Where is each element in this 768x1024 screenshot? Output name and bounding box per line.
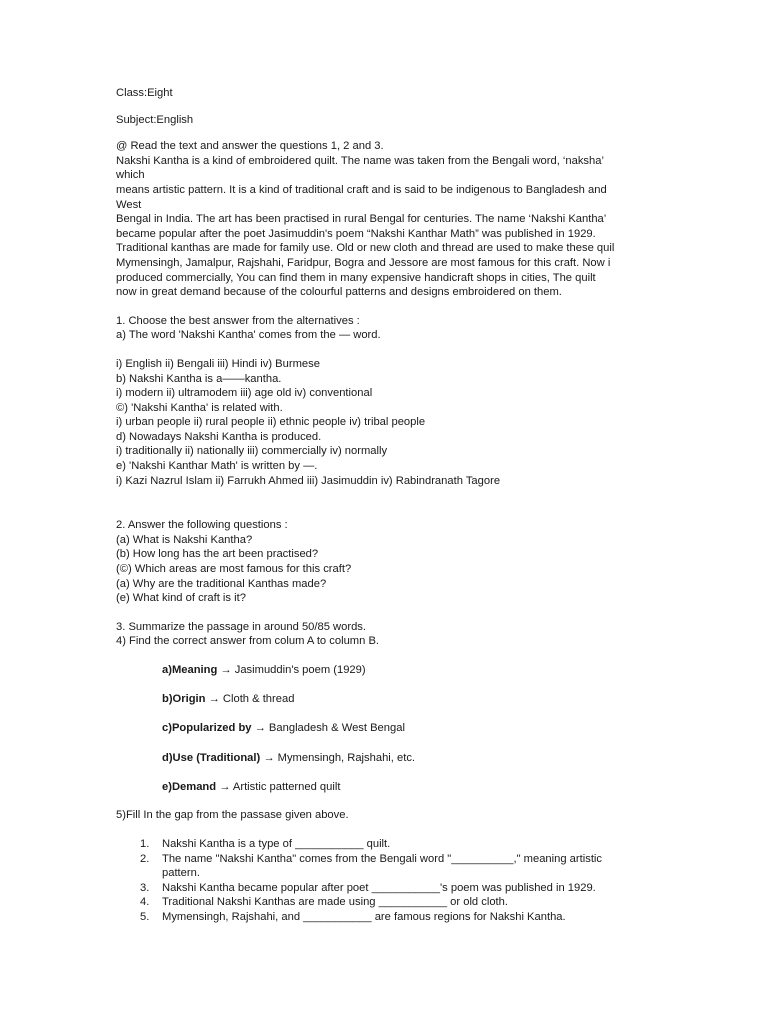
item-text: Mymensingh, Rajshahi, and ___________ are famous regions for Nakshi Kantha. — [162, 910, 566, 923]
match-item — [162, 663, 756, 678]
match-item — [162, 721, 756, 736]
q1-line: ©) 'Nakshi Kantha' is related with. — [116, 401, 283, 414]
fill-gap-item — [116, 895, 632, 910]
passage — [116, 139, 756, 300]
q2-heading: 2. Answer the following questions : — [116, 519, 288, 532]
match-key: d)Use (Traditional) — [162, 751, 261, 764]
match-value: → Artistic patterned quilt — [216, 780, 341, 793]
item-number: 3. — [140, 881, 150, 894]
item-number: 1. — [140, 837, 150, 850]
q3-heading: 3. Summarize the passage in around 50/85 words. — [116, 620, 366, 633]
passage-line: Bengal in India. The art has been practised in rural Bengal for centuries. The name ‘Nakshi Kantha’ — [116, 213, 607, 226]
q1-line: i) Kazi Nazrul Islam ii) Farrukh Ahmed iii) Jasimuddin iv) Rabindranath Tagore — [116, 474, 501, 487]
q2-line: (a) What is Nakshi Kantha? — [116, 533, 253, 546]
item-number: 2. — [140, 852, 150, 865]
q2-line: (b) How long has the art been practised? — [116, 548, 319, 561]
match-value: → Bangladesh & West Bengal — [251, 722, 405, 735]
question-5 — [116, 808, 756, 924]
q1-line: i) traditionally ii) nationally iii) commercially iv) normally — [116, 445, 388, 458]
passage-line: means artistic pattern. It is a kind of traditional craft and is said to be indigenous to Bangladesh and — [116, 183, 607, 196]
match-key: e)Demand — [162, 780, 217, 793]
passage-line: Mymensingh, Jamalpur, Rajshahi, Faridpur, Bogra and Jessore are most famous for this craft. Now i — [116, 256, 611, 269]
item-number: 5. — [140, 910, 150, 923]
match-key: c)Popularized by — [162, 722, 252, 735]
passage-line: which — [116, 169, 145, 182]
q1-heading: 1. Choose the best answer from the alternatives : — [116, 314, 360, 327]
q2-line: (e) What kind of craft is it? — [116, 592, 246, 605]
match-list — [116, 663, 756, 794]
match-key: a)Meaning — [162, 664, 218, 676]
match-item — [162, 692, 756, 707]
match-item — [162, 780, 756, 795]
passage-line: Nakshi Kantha is a kind of embroidered quilt. The name was taken from the Bengali word, ‘naksha’ — [116, 154, 604, 167]
q2-line: (a) Why are the traditional Kanthas made? — [116, 577, 327, 590]
q1-line: e) 'Nakshi Kanthar Math' is written by —. — [116, 460, 318, 473]
q1-line: b) Nakshi Kantha is a——kantha. — [116, 372, 282, 385]
item-text: Nakshi Kantha became popular after poet ___________'s poem was published in 1929. — [162, 881, 596, 894]
q5-heading: 5)Fill In the gap from the passase given above. — [116, 809, 349, 822]
class-line: Class:Eight — [116, 87, 173, 99]
subject-line: Subject:English — [116, 113, 194, 126]
item-text: Traditional Nakshi Kanthas are made using ___________ or old cloth. — [162, 896, 508, 909]
match-value: → Jasimuddin's poem (1929) — [217, 664, 366, 676]
document-body — [116, 86, 756, 925]
fill-gap-item — [116, 837, 632, 852]
fill-gap-list — [116, 837, 756, 925]
q1-line: i) English ii) Bengali iii) Hindi iv) Burmese — [116, 357, 320, 370]
passage-line: now in great demand because of the colourful patterns and designs embroidered on them. — [116, 286, 562, 299]
match-value: → Mymensingh, Rajshahi, etc. — [260, 751, 416, 764]
questions-3-4 — [116, 620, 756, 649]
item-number: 4. — [140, 896, 150, 909]
item-text: The name "Nakshi Kantha" comes from the Bengali word "__________," meaning artistic pattern. — [162, 852, 603, 880]
q1-line: i) modern ii) ultramodem iii) age old iv) conventional — [116, 387, 373, 400]
q1-line: i) urban people ii) rural people ii) ethnic people iv) tribal people — [116, 416, 426, 429]
passage-line: @ Read the text and answer the questions 1, 2 and 3. — [116, 140, 384, 153]
fill-gap-item — [116, 852, 632, 881]
q1-line: a) The word 'Nakshi Kantha' comes from the — word. — [116, 329, 381, 342]
passage-line: produced commercially, You can find them in many expensive handicraft shops in cities, The quilt — [116, 271, 596, 284]
passage-line: Traditional kanthas are made for family use. Old or new cloth and thread are used to make these quil — [116, 242, 615, 255]
passage-line: West — [116, 198, 142, 211]
q4-heading: 4) Find the correct answer from colum A to column B. — [116, 635, 380, 648]
match-value: → Cloth & thread — [205, 693, 295, 706]
q2-line: (©) Which areas are most famous for this craft? — [116, 563, 352, 576]
match-item — [162, 751, 756, 766]
q1-line: d) Nowadays Nakshi Kantha is produced. — [116, 430, 322, 443]
fill-gap-item — [116, 910, 632, 925]
question-2 — [116, 518, 756, 606]
question-1 — [116, 314, 756, 489]
fill-gap-item — [116, 881, 632, 896]
match-key: b)Origin — [162, 693, 206, 706]
item-text: Nakshi Kantha is a type of ___________ quilt. — [162, 837, 391, 850]
passage-line: became popular after the poet Jasimuddin's poem “Nakshi Kanthar Math” was published in 1929. — [116, 227, 596, 240]
